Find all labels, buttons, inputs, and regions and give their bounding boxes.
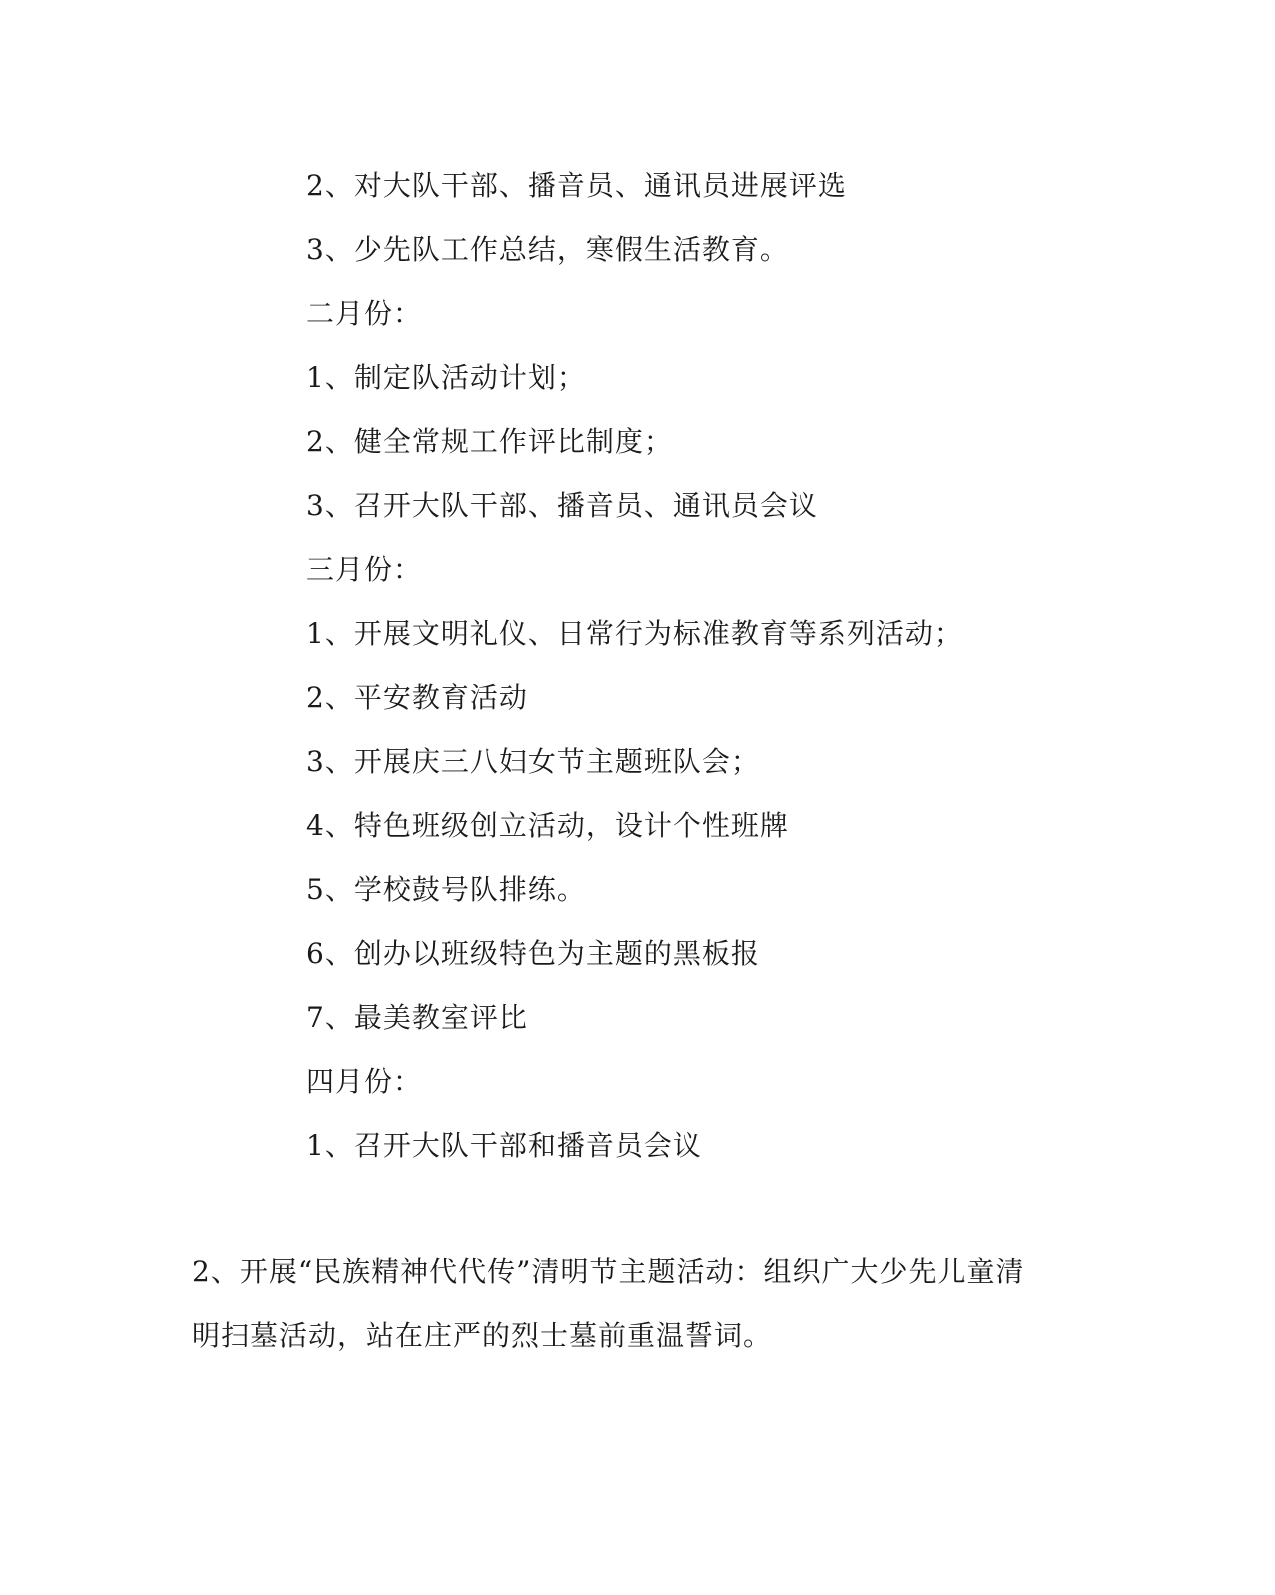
list-item: 3、开展庆三八妇女节主题班队会；	[306, 745, 760, 778]
list-item: 5、学校鼓号队排练。	[306, 873, 586, 906]
list-item: 1、制定队活动计划；	[306, 361, 586, 394]
list-item: 3、召开大队干部、播音员、通讯员会议	[306, 489, 818, 522]
body-paragraph: 2、开展“民族精神代代传”清明节主题活动：组织广大少先儿童清明扫墓活动，站在庄严的烈士墓前重温誓词。	[192, 1255, 1025, 1352]
list-item: 2、平安教育活动	[306, 681, 528, 714]
list-item: 7、最美教室评比	[306, 1001, 528, 1034]
list-item: 2、健全常规工作评比制度；	[306, 425, 673, 458]
section-heading-february: 二月份：	[306, 297, 423, 330]
list-item: 3、少先队工作总结，寒假生活教育。	[306, 233, 789, 266]
section-heading-april: 四月份：	[306, 1065, 423, 1098]
list-item: 1、召开大队干部和播音员会议	[306, 1129, 702, 1162]
list-item: 4、特色班级创立活动，设计个性班牌	[306, 809, 789, 842]
list-item: 6、创办以班级特色为主题的黑板报	[306, 937, 760, 970]
list-item: 1、开展文明礼仪、日常行为标准教育等系列活动；	[306, 617, 963, 650]
list-item: 2、对大队干部、播音员、通讯员进展评选	[306, 169, 847, 202]
section-heading-march: 三月份：	[306, 553, 423, 586]
